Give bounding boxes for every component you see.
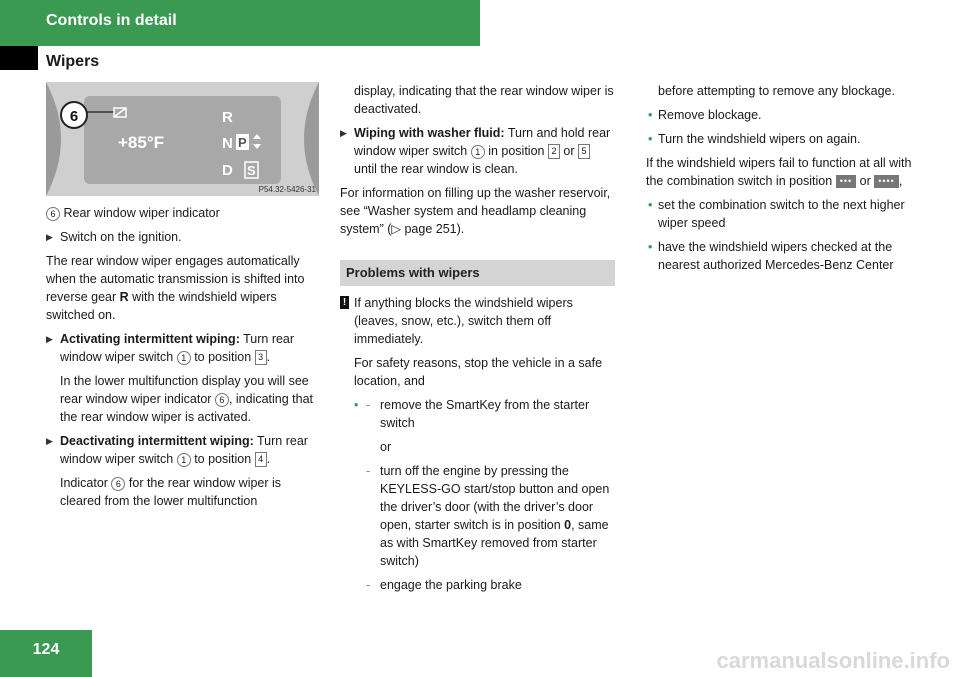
instrument-display-illustration <box>46 82 319 196</box>
caption-number: 6 <box>46 207 60 221</box>
column-3 <box>646 82 916 280</box>
step-washer: ▶ Wiping with washer fluid: Turn and hold rear window wiper switch 1 in position 2 or 5 until the rear window is clean. <box>340 124 615 178</box>
problems-heading: Problems with wipers <box>340 260 615 286</box>
warning-icon: ! <box>340 296 349 309</box>
caption-text: Rear window wiper indicator <box>63 206 220 220</box>
figure-callout: 6 <box>69 108 79 125</box>
position-key-icon: 3 <box>255 350 267 365</box>
para-reverse: The rear window wiper engages automatically when the automatic transmission is shifted into reverse gear R with the windshield wipers switched on. <box>46 254 305 322</box>
header-bar <box>0 0 480 46</box>
watermark: carmanualsonline.info <box>716 648 950 673</box>
gear-d: D <box>222 162 233 179</box>
blockage-cont: before attempting to remove any blockage. <box>658 84 895 98</box>
gear-n: N <box>222 135 233 152</box>
column-2 <box>340 82 615 600</box>
gear-r: R <box>222 109 233 126</box>
bullet-turn-on: • Turn the windshield wipers on again. <box>646 130 916 148</box>
option-remove-key: • - remove the SmartKey from the starter switch <box>354 398 590 430</box>
figure-caption <box>46 204 322 222</box>
page-number: 124 <box>0 630 92 677</box>
activate-note: In the lower multifunction display you will see rear window wiper indicator 6 , indicating that the rear window wiper is activated. <box>60 374 314 424</box>
bullet-speed: • set the combination switch to the next higher wiper speed <box>646 196 916 232</box>
step-ignition: ▶ Switch on the ignition. <box>46 228 322 246</box>
or-text: or <box>380 440 392 454</box>
section-title: Wipers <box>46 53 100 70</box>
switch-ref-icon: 1 <box>177 351 191 365</box>
wiper-speed-icon: ••• <box>836 175 856 188</box>
chapter-title: Controls in detail <box>46 12 177 29</box>
step-deactivate: ▶ Deactivating intermittent wiping: Turn rear window wiper switch 1 to position 4 . <box>46 432 322 468</box>
deactivate-note: Indicator 6 for the rear window wiper is cleared from the lower multifunction <box>60 476 282 508</box>
mode-s: S <box>247 163 256 178</box>
fail-para: If the windshield wipers fail to function at all with the combination switch in position ••• or •••• , <box>646 156 912 188</box>
section-marker <box>0 46 38 70</box>
bullet-service: • have the windshield wipers checked at the nearest authorized Mercedes-Benz Center <box>646 238 916 274</box>
warning-block: ! If anything blocks the windshield wipers (leaves, snow, etc.), switch them off immediately. For safety reasons, stop the vehicle in a safe location, and <box>340 294 615 390</box>
figure-code: P54.32-5426-31 <box>258 185 316 194</box>
display-temperature: +85°F <box>118 133 165 152</box>
deactivate-note-cont: display, indicating that the rear window wiper is deactivated. <box>354 84 614 116</box>
column-1 <box>46 82 322 516</box>
display-figure <box>46 82 319 196</box>
step-activate: ▶ Activating intermittent wiping: Turn rear window wiper switch 1 to position 3 . <box>46 330 322 366</box>
gear-p: P <box>238 135 247 150</box>
bullet-remove: • Remove blockage. <box>646 106 916 124</box>
option-brake: - engage the parking brake <box>366 578 522 592</box>
option-keyless: - turn off the engine by pressing the KEYLESS-GO start/stop button and open the driver’s door (with the driver’s door open, starter switch is in position 0, same as with SmartKey removed from starter switch) <box>366 464 610 568</box>
wiper-speed-fast-icon: •••• <box>874 175 899 188</box>
washer-info: For information on filling up the washer reservoir, see “Washer system and headlamp cleaning system” (▷ page 251). <box>340 186 611 236</box>
